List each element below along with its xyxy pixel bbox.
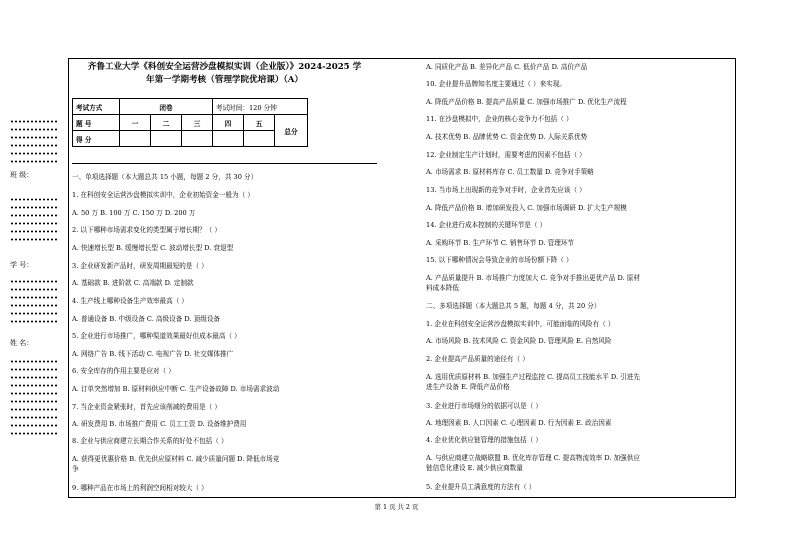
options-continued: 争 bbox=[72, 465, 79, 473]
question: 1. 企业在科创安全运营沙盘模拟实训中，可能面临的风险有（ ） bbox=[426, 320, 615, 328]
dot-line bbox=[10, 120, 58, 123]
question: 11. 在沙盘模拟中，企业的核心竞争力不包括（ ） bbox=[426, 115, 573, 123]
dot-line bbox=[10, 408, 58, 411]
exam-time: 考试时间：120 分钟 bbox=[213, 99, 308, 115]
options: A. 选用优质原材料 B. 加强生产过程监控 C. 提高员工技能水平 D. 引进先 bbox=[426, 373, 640, 381]
dot-line bbox=[10, 198, 58, 201]
question: 5. 企业进行市场推广，哪种渠道效果最好但成本最高（ ） bbox=[72, 332, 241, 340]
options: A. 地理因素 B. 人口因素 C. 心理因素 D. 行为因素 E. 政治因素 bbox=[426, 419, 612, 427]
left-column bbox=[72, 61, 377, 86]
name-label: 姓 名： bbox=[10, 339, 34, 347]
question: 1. 在科创安全运营沙盘模拟实训中，企业初始资金一般为（ ） bbox=[72, 191, 254, 199]
separator-line bbox=[72, 163, 377, 164]
options-continued: 链信息化建设 E. 减少供应商数量 bbox=[426, 464, 523, 472]
dot-line bbox=[10, 280, 58, 283]
options: A. 市场需求 B. 原材料库存 C. 员工数量 D. 竞争对手策略 bbox=[426, 168, 594, 176]
exam-title-line2: 年第一学期考核（管理学院优培课）（A） bbox=[145, 74, 304, 85]
question: 14. 企业进行成本控制的关键环节是（ ） bbox=[426, 221, 547, 229]
dot-line bbox=[10, 296, 58, 299]
dot-line bbox=[10, 400, 58, 403]
dot-line bbox=[10, 424, 58, 427]
options: A. 产品质量提升 B. 市场推广力度加大 C. 竞争对手推出更优产品 D. 原材 bbox=[426, 274, 640, 282]
options-continued: 料成本降低 bbox=[426, 284, 459, 292]
options: A. 同质化产品 B. 差异化产品 C. 低价产品 D. 高价产品 bbox=[426, 63, 588, 71]
exam-title-line1: 齐鲁工业大学《科创安全运营沙盘模拟实训（企业版）》2024-2025 学 bbox=[87, 62, 362, 72]
dot-line bbox=[10, 384, 58, 387]
score-cell[interactable] bbox=[120, 131, 151, 147]
dot-line bbox=[10, 304, 58, 307]
question: 4. 企业优化供应链管理的措施包括（ ） bbox=[426, 436, 542, 444]
col-5: 五 bbox=[244, 115, 275, 131]
question: 10. 企业提升品牌知名度主要通过（ ）来实现。 bbox=[426, 80, 566, 88]
mode-label: 考试方式 bbox=[73, 99, 120, 115]
question: 2. 以下哪种市场需求变化的类型属于增长期？（ ） bbox=[72, 226, 221, 234]
student-id-label: 学 号： bbox=[10, 261, 34, 269]
col-4: 四 bbox=[213, 115, 244, 131]
dot-line bbox=[10, 144, 58, 147]
options-continued: 进生产设备 E. 降低产品价格 bbox=[426, 383, 510, 391]
question: 2. 企业提高产品质量的途径有（ ） bbox=[426, 355, 529, 363]
question: 3. 企业研发新产品时，研发周期最短的是（ ） bbox=[72, 262, 208, 270]
question: 8. 企业与供应商建立长期合作关系的好处不包括（ ） bbox=[72, 437, 228, 445]
options: A. 研发费用 B. 市场推广费用 C. 员工工资 D. 设备维护费用 bbox=[72, 420, 247, 428]
section-heading: 二、多项选择题（本大题总共 5 题，每题 4 分，共 20 分） bbox=[426, 302, 601, 310]
class-label: 班 级： bbox=[10, 171, 34, 179]
dot-line bbox=[10, 160, 58, 163]
dot-line bbox=[10, 238, 58, 241]
question: 5. 企业提升员工满意度的方法有（ ） bbox=[426, 483, 536, 491]
score-label: 得 分 bbox=[73, 131, 120, 147]
score-cell[interactable] bbox=[213, 131, 244, 147]
options: A. 降低产品价格 B. 提高产品质量 C. 加强市场推广 D. 优化生产流程 bbox=[426, 98, 627, 106]
options: A. 普通设备 B. 中级设备 C. 高级设备 D. 顶级设备 bbox=[72, 315, 221, 323]
exam-info-table bbox=[72, 98, 308, 147]
score-cell[interactable] bbox=[151, 131, 182, 147]
question: 15. 以下哪种情况会导致企业的市场份额下降（ ） bbox=[426, 256, 573, 264]
question: 12. 企业制定生产计划时，需要考虑的因素不包括（ ） bbox=[426, 151, 586, 159]
dot-line bbox=[10, 320, 58, 323]
score-cell[interactable] bbox=[244, 131, 275, 147]
options: A. 基础款 B. 进阶款 C. 高端款 D. 定制款 bbox=[72, 279, 194, 287]
options: A. 采购环节 B. 生产环节 C. 销售环节 D. 管理环节 bbox=[426, 239, 575, 247]
mode-value: 闭卷 bbox=[120, 99, 213, 115]
page-footer: 第 1 页 共 2 页 bbox=[374, 503, 419, 511]
options: A. 50 万 B. 100 万 C. 150 万 D. 200 万 bbox=[72, 209, 196, 217]
question: 9. 哪种产品在市场上的利润空间相对较大（ ） bbox=[72, 484, 208, 492]
dot-line bbox=[10, 152, 58, 155]
col-2: 二 bbox=[151, 115, 182, 131]
options: A. 获得更优惠价格 B. 优先供应原材料 C. 减少质量问题 D. 降低市场竞 bbox=[72, 455, 280, 463]
dot-line bbox=[10, 230, 58, 233]
dot-line bbox=[10, 288, 58, 291]
options: A. 市场风险 B. 技术风险 C. 资金风险 D. 管理风险 E. 自然风险 bbox=[426, 337, 612, 345]
options: A. 与供应商建立战略联盟 B. 优化库存管理 C. 提高物流效率 D. 加强供应 bbox=[426, 454, 640, 462]
dot-line bbox=[10, 136, 58, 139]
question-number-label: 题 号 bbox=[73, 115, 120, 131]
options: A. 技术优势 B. 品牌优势 C. 资金优势 D. 人际关系优势 bbox=[426, 133, 588, 141]
dot-line bbox=[10, 376, 58, 379]
question: 7. 当企业资金紧张时，首先应该削减的费用是（ ） bbox=[72, 403, 221, 411]
binding-strip bbox=[10, 120, 58, 440]
col-1: 一 bbox=[120, 115, 151, 131]
options: A. 订单突然增加 B. 原材料供应中断 C. 生产设备故障 D. 市场需求波动 bbox=[72, 385, 280, 393]
dot-line bbox=[10, 128, 58, 131]
question: 4. 生产线上哪种设备生产效率最高（ ） bbox=[72, 297, 188, 305]
dot-line bbox=[10, 222, 58, 225]
dot-line bbox=[10, 312, 58, 315]
section-heading: 一、单项选择题（本大题总共 15 小题，每题 2 分，共 30 分） bbox=[72, 173, 258, 181]
dot-line bbox=[10, 360, 58, 363]
question: 6. 安全库存的作用主要是应对（ ） bbox=[72, 367, 175, 375]
dot-line bbox=[10, 368, 58, 371]
question: 13. 当市场上出现新的竞争对手时，企业首先应该（ ） bbox=[426, 186, 586, 194]
score-cell[interactable] bbox=[182, 131, 213, 147]
dot-line bbox=[10, 432, 58, 435]
dot-line bbox=[10, 392, 58, 395]
dot-line bbox=[10, 214, 58, 217]
dot-line bbox=[10, 416, 58, 419]
question: 3. 企业进行市场细分的依据可以是（ ） bbox=[426, 402, 542, 410]
total-label: 总分 bbox=[275, 115, 308, 147]
col-3: 三 bbox=[182, 115, 213, 131]
dot-line bbox=[10, 206, 58, 209]
options: A. 快速增长型 B. 缓慢增长型 C. 波动增长型 D. 衰退型 bbox=[72, 244, 234, 252]
options: A. 降低产品价格 B. 增加研发投入 C. 加强市场调研 D. 扩大生产规模 bbox=[426, 204, 627, 212]
options: A. 网络广告 B. 线下活动 C. 电视广告 D. 社交媒体推广 bbox=[72, 350, 234, 358]
